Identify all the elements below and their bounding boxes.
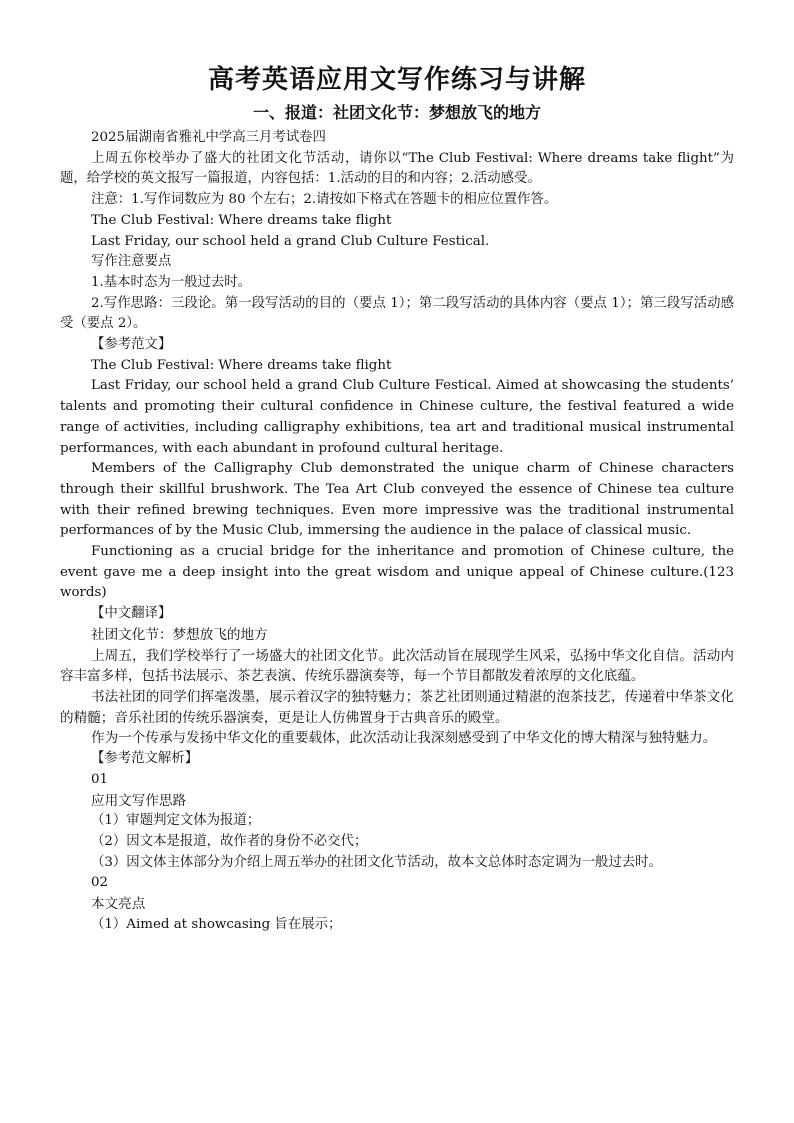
document-title: 高考英语应用文写作练习与讲解 xyxy=(207,65,586,95)
model-title: The Club Festival: Where dreams take flight xyxy=(91,357,392,373)
analysis-heading: 【参考范文解析】 xyxy=(91,751,199,767)
analysis-point-1: （1）审题判定文体为报道； xyxy=(91,813,261,829)
analysis-point-2: （2）因文本是报道，故作者的身份不必交代； xyxy=(91,833,368,849)
analysis-number-1: 01 xyxy=(91,771,109,787)
section-heading: 一、报道：社团文化节：梦想放飞的地方 xyxy=(252,103,541,122)
model-heading: 【参考范文】 xyxy=(91,337,172,353)
translation-paragraph-1: 上周五，我们学校举行了一场盛大的社团文化节。此次活动旨在展现学生风采，弘扬中华文化自信。活动内容丰富多样，包括书法展示、茶艺表演、传统乐器演奏等，每一个节目都散发着浓厚的文化底蕴。 xyxy=(60,647,734,685)
translation-heading: 【中文翻译】 xyxy=(91,606,172,622)
tips-heading: 写作注意要点 xyxy=(91,254,172,270)
translation-paragraph-2: 书法社团的同学们挥毫泼墨，展示着汉字的独特魅力；茶艺社团则通过精湛的泡茶技艺，传递着中华茶文化的精髓；音乐社团的传统乐器演奏，更是让人仿佛置身于古典音乐的殿堂。 xyxy=(60,688,734,726)
highlight-point-1: （1）Aimed at showcasing 旨在展示； xyxy=(91,916,342,932)
model-paragraph-3: Functioning as a crucial bridge for the inheritance and promotion of Chinese culture, the event gave me a deep insight into the great wisdom and unique appeal of Chinese culture.(123 words) xyxy=(60,544,734,601)
translation-paragraph-3: 作为一个传承与发扬中华文化的重要载体，此次活动让我深刻感受到了中华文化的博大精深与独特魅力。 xyxy=(91,730,717,747)
given-opening: Last Friday, our school held a grand Club Culture Festical. xyxy=(91,233,490,249)
exam-source: 2025届湖南省雅礼中学高三月考试卷四 xyxy=(91,130,326,145)
model-paragraph-1: Last Friday, our school held a grand Club Culture Festical. Aimed at showcasing the students’ talents and promoting their cultural confidence in Chinese culture, the festival featured a wide range of activities, including calligraphy exhibitions, tea art and traditional musical instrumental performances, with each abundant in profound cultural heritage. xyxy=(60,378,734,456)
document-page xyxy=(60,60,734,935)
task-note: 注意：1.写作词数应为 80 个左右；2.请按如下格式在答题卡的相应位置作答。 xyxy=(91,192,558,208)
task-prompt: 上周五你校举办了盛大的社团文化节活动，请你以“The Club Festival: Where dreams take flight”为题，给学校的英文报写一篇报道，内容包括：1.活动的目的和内容；2.活动感受。 xyxy=(60,150,734,187)
model-paragraph-2: Members of the Calligraphy Club demonstrated the unique charm of Chinese characters through their skillful brushwork. The Tea Art Club conveyed the essence of Chinese tea culture with their refined brewing techniques. Even more impressive was the traditional instrumental performances of by the Music Club, immersing the audience in the palace of classical music. xyxy=(60,461,734,539)
analysis-number-2: 02 xyxy=(91,875,109,891)
translation-title: 社团文化节：梦想放飞的地方 xyxy=(91,626,268,643)
analysis-subheading-2: 本文亮点 xyxy=(91,896,146,913)
analysis-subheading-1: 应用文写作思路 xyxy=(91,792,187,809)
analysis-point-3: （3）因文体主体部分为介绍上周五举办的社团文化节活动，故本文总体时态定调为一般过去时。 xyxy=(91,854,662,870)
tip-1: 1.基本时态为一般过去时。 xyxy=(91,274,252,290)
given-title: The Club Festival: Where dreams take flight xyxy=(91,212,392,228)
tip-2: 2.写作思路：三段论。第一段写活动的目的（要点 1）；第二段写活动的具体内容（要点 1）；第三段写活动感受（要点 2）。 xyxy=(60,295,734,332)
